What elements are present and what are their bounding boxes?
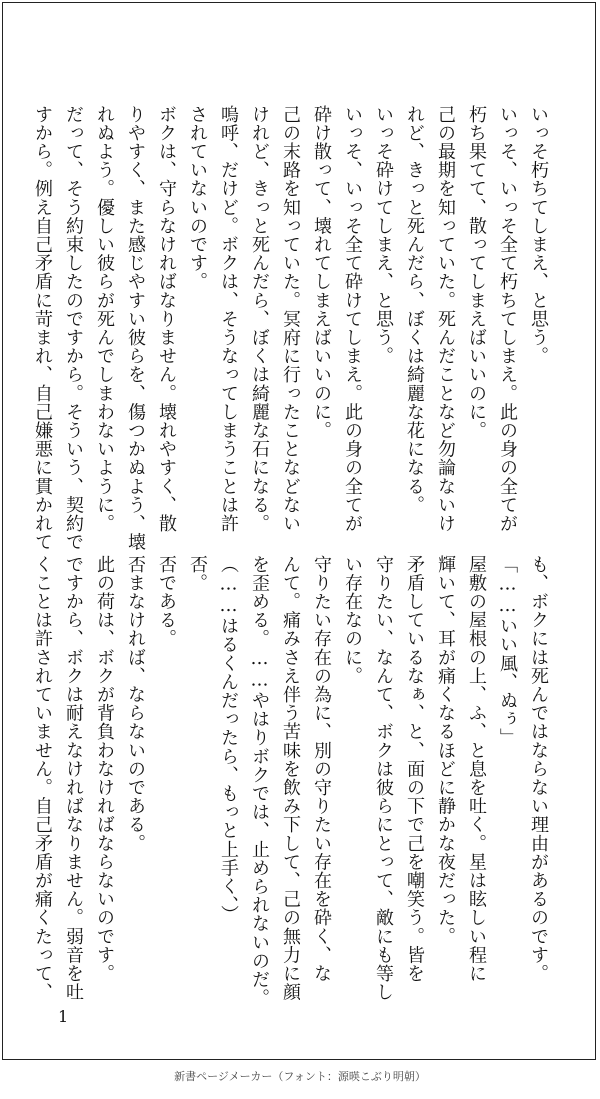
text-line: んて。痛みさえ伴う苦味を飲み下して、己の無力に顔 (280, 555, 301, 1002)
text-line: 己の最期を知っていた。死んだことなど勿論ないけ (435, 105, 456, 533)
text-line: ボクは、守らなければなりません。壊れやすく、散 (156, 105, 177, 533)
text-line: 砕け散って、壊れてしまえばいいのに。 (311, 105, 332, 440)
text-line: も、ボクには死んではならない理由があるのです。 (528, 555, 549, 983)
text-line: 己の末路を知っていた。冥府に行ったことなどない (280, 105, 301, 533)
text-line: 否まなければ、ならないのである。 (125, 555, 146, 853)
book-page (2, 2, 596, 1060)
page-number: 1 (58, 1007, 69, 1026)
top-text-block (3, 105, 595, 585)
text-line: 否。 (187, 555, 208, 593)
text-line: されていないのです。 (187, 105, 208, 291)
text-line: だって、そう約束したのですから。そういう、契約で (63, 105, 84, 552)
text-line: 此の荷は、ボクが背負わなければならないのです。 (94, 555, 115, 983)
text-line: すから。例え自己矛盾に苛まれ、自己嫌悪に貫かれて (32, 105, 53, 552)
text-line: いっそ朽ちてしまえ、と思う。 (528, 105, 549, 366)
text-line: （……はるくんだったら、もっと上手く、） (218, 555, 239, 924)
text-line: ですから、ボクは耐えなければなりません。弱音を吐 (63, 555, 84, 1002)
text-line: 嗚呼、だけど。ボクは、そうなってしまうことは許 (218, 105, 239, 533)
text-line: 「……いい風、ぬぅ」 (497, 555, 518, 747)
footer-credit: 新書ページメーカー（フォント：源暎こぶり明朝） (174, 1070, 426, 1083)
text-line: い存在なのに。 (342, 555, 363, 686)
text-line: いっそ、いっそ全て朽ちてしまえ。此の身の全てが (497, 105, 518, 533)
text-line: りやすく、また感じやすい彼らを、傷つかぬよう、壊 (125, 105, 146, 552)
text-line: いっそ、いっそ全て砕けてしまえ。此の身の全てが (342, 105, 363, 533)
text-line: 屋敷の屋根の上、ふ、と息を吐く。星は眩しい程に (466, 555, 487, 983)
text-line: 朽ち果てて、散ってしまえばいいのに。 (466, 105, 487, 440)
text-line: れど、きっと死んだら、ぼくは綺麗な花になる。 (404, 105, 425, 515)
text-line: を歪める。……やはりボクでは、止められないのだ。 (249, 555, 270, 1008)
text-line: いっそ砕けてしまえ、と思う。 (373, 105, 394, 366)
text-line: 守りたい存在の為に、別の守りたい存在を砕く、な (311, 555, 332, 983)
text-line: れぬよう。優しい彼らが死んでしまわないように。 (94, 105, 115, 533)
text-line: くことは許されていません。自己矛盾が痛くたって、 (32, 555, 53, 1002)
text-line: 否である。 (156, 555, 177, 648)
text-line: 矛盾しているなぁ、と、面の下で己を嘲笑う。皆を (404, 555, 425, 983)
text-line: 守りたい、なんて、ボクは彼らにとって、敵にも等し (373, 555, 394, 1002)
text-line: けれど、きっと死んだら、ぼくは綺麗な石になる。 (249, 105, 270, 533)
bottom-text-block (3, 555, 595, 1035)
text-line: 輝いて、耳が痛くなるほどに静かな夜だった。 (435, 555, 456, 946)
